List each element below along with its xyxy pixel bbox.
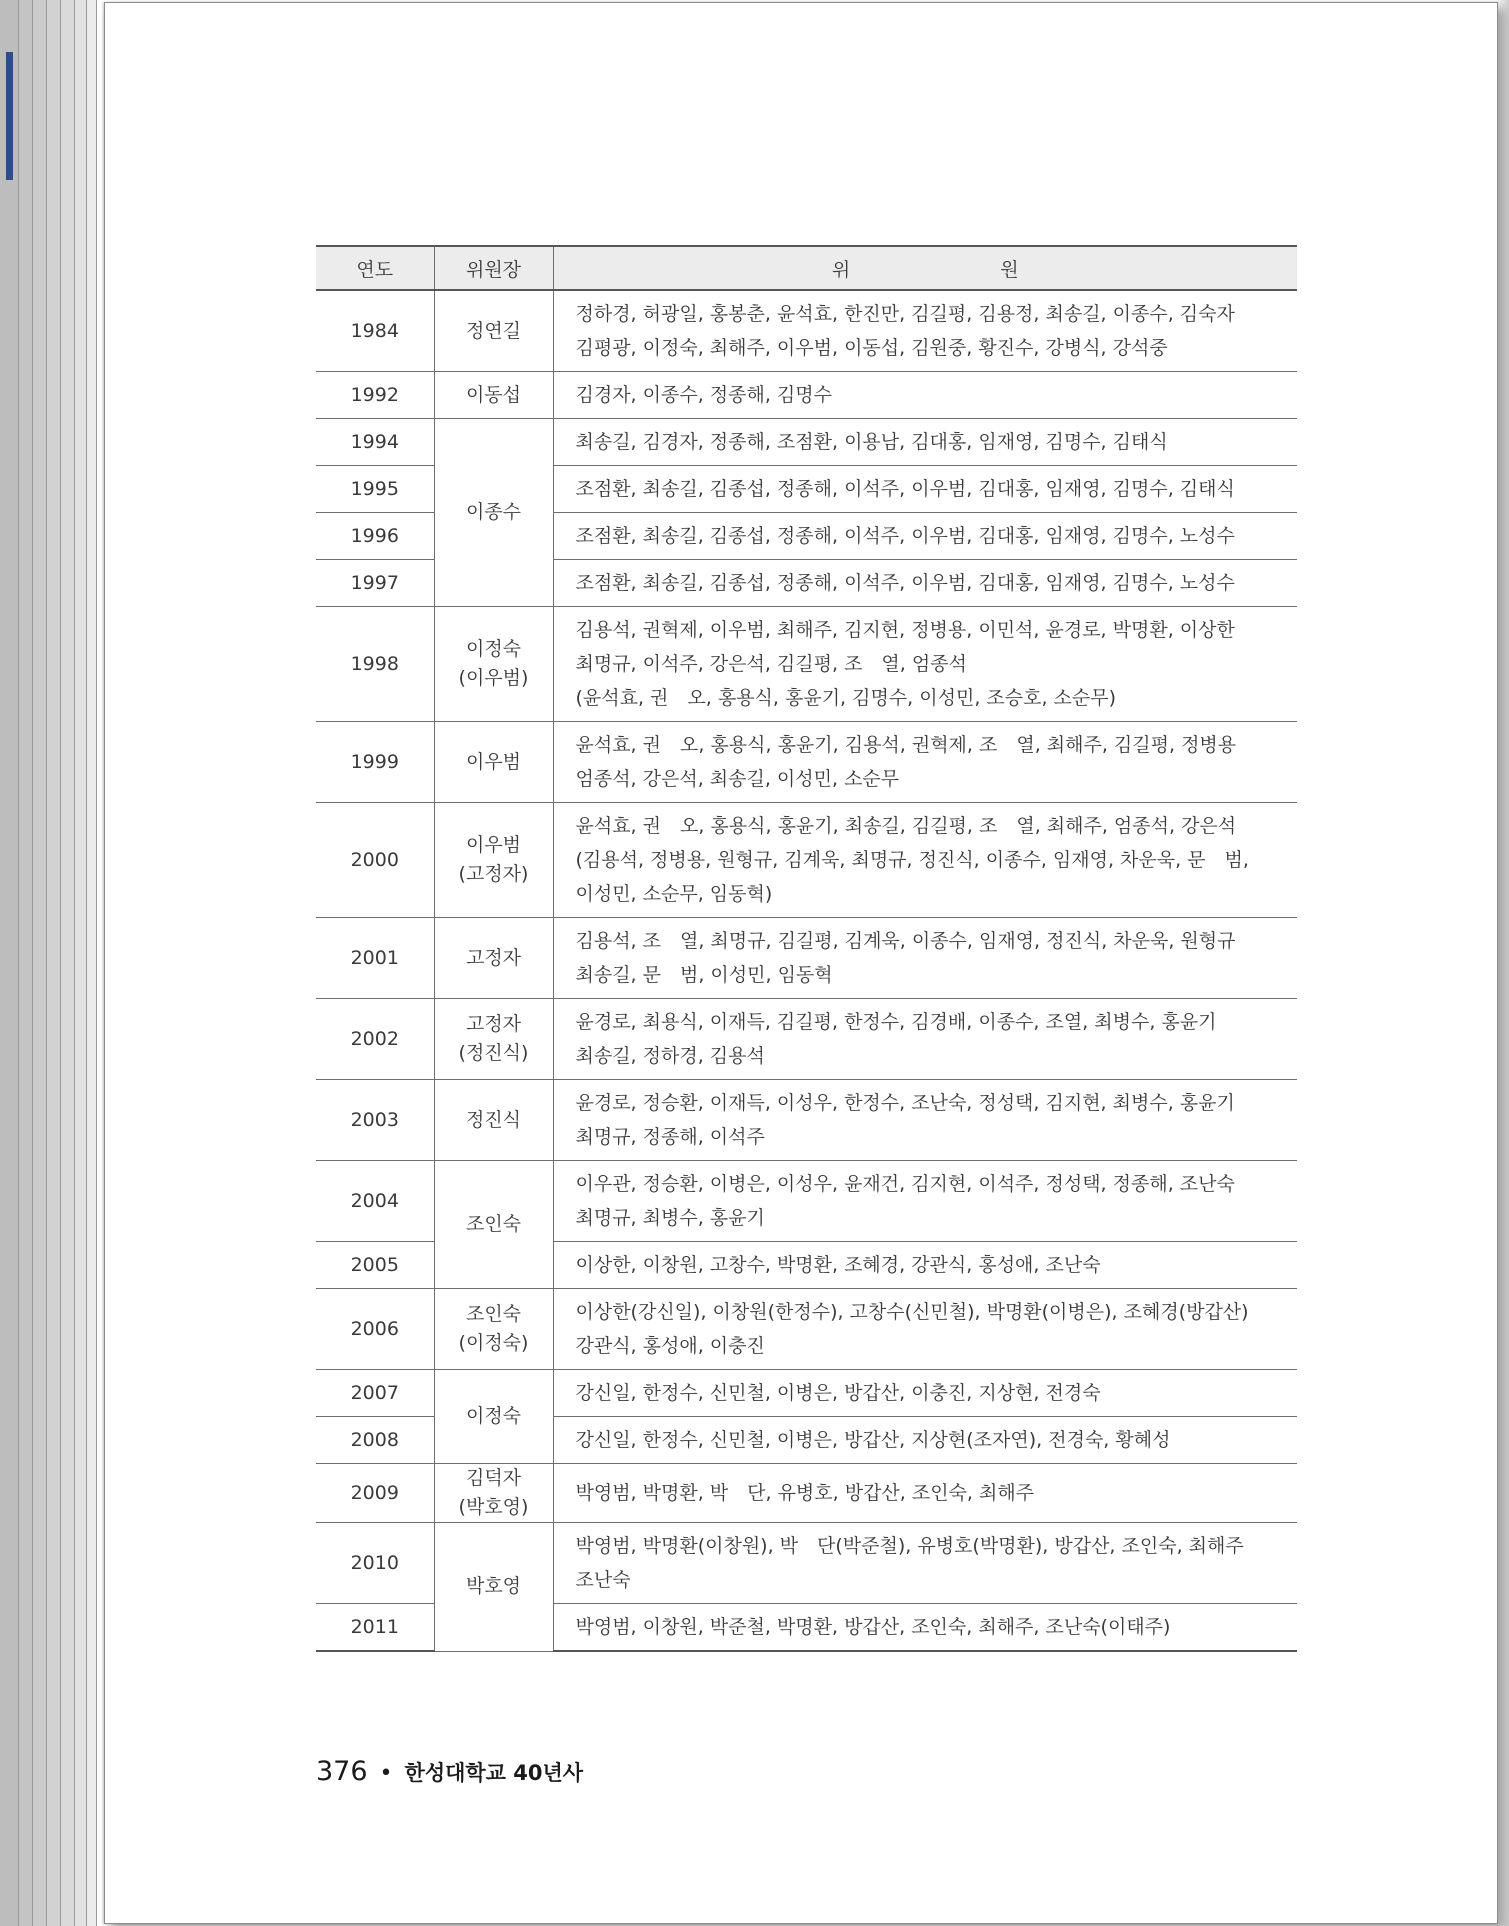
chair-cell <box>434 722 553 803</box>
members-line: 박영범, 박명환(이창원), 박 단(박준철), 유병호(박명환), 방갑산, 조인숙, 최해주 <box>575 1535 1244 1557</box>
members-cell <box>553 372 1297 419</box>
table-row <box>316 1161 1297 1242</box>
members-line: 조난숙 <box>575 1569 631 1591</box>
members-line: 윤석효, 권 오, 홍용식, 홍윤기, 최송길, 김길평, 조 열, 최해주, 엄종석, 강은석 <box>575 815 1237 837</box>
chair-cell <box>434 918 553 999</box>
year-cell: 2003 <box>316 1080 434 1161</box>
members-line: 윤석효, 권 오, 홍용식, 홍윤기, 김용석, 권혁제, 조 열, 최해주, 김길평, 정병용 <box>575 734 1237 756</box>
table-row <box>316 419 1297 466</box>
year-cell: 1998 <box>316 607 434 722</box>
members-cell <box>553 918 1297 999</box>
year-cell: 1992 <box>316 372 434 419</box>
members-line: 최명규, 최병수, 홍윤기 <box>575 1207 765 1229</box>
members-line: 이성민, 소순무, 임동혁) <box>575 883 773 905</box>
chair-name: (이정숙) <box>458 1332 529 1354</box>
chair-cell <box>434 607 553 722</box>
members-line: 최명규, 정종해, 이석주 <box>575 1126 765 1148</box>
chair-name: 이정숙 <box>465 638 522 660</box>
year-cell: 1995 <box>316 466 434 513</box>
year-cell: 2005 <box>316 1242 434 1289</box>
chair-name: (박호영) <box>458 1496 529 1518</box>
members-line: (김용석, 정병용, 원형규, 김계욱, 최명규, 정진식, 이종수, 임재영, 차운욱, 문 범, <box>575 849 1249 871</box>
members-cell <box>553 1161 1297 1242</box>
chair-name: 조인숙 <box>465 1213 522 1235</box>
chair-name: 김덕자 <box>465 1467 522 1489</box>
members-line: 최송길, 김경자, 정종해, 조점환, 이용남, 김대홍, 임재영, 김명수, 김태식 <box>575 431 1168 453</box>
chair-cell <box>434 1080 553 1161</box>
members-cell <box>553 722 1297 803</box>
members-line: 박영범, 이창원, 박준철, 박명환, 방갑산, 조인숙, 최해주, 조난숙(이태주) <box>575 1616 1171 1638</box>
chair-name: 정진식 <box>465 1108 522 1131</box>
table-header-row <box>316 246 1297 290</box>
members-cell <box>553 999 1297 1080</box>
year-cell: 2011 <box>316 1604 434 1652</box>
year-cell: 1996 <box>316 513 434 560</box>
members-line: 윤경로, 정승환, 이재득, 이성우, 한정수, 조난숙, 정성택, 김지현, 최병수, 홍윤기 <box>575 1092 1235 1114</box>
chair-cell <box>434 1289 553 1370</box>
members-line: 김용석, 권혁제, 이우범, 최해주, 김지현, 정병용, 이민석, 윤경로, 박명환, 이상한 <box>575 619 1235 641</box>
table-row <box>316 1289 1297 1370</box>
table-row <box>316 372 1297 419</box>
chair-name: (이우범) <box>458 667 529 689</box>
year-cell: 2010 <box>316 1523 434 1604</box>
page-number: 376 <box>316 1756 368 1787</box>
table-row <box>316 1523 1297 1604</box>
members-line: 최송길, 문 범, 이성민, 임동혁 <box>575 964 833 986</box>
members-cell <box>553 1523 1297 1604</box>
members-cell <box>553 1242 1297 1289</box>
chair-cell <box>434 1161 553 1289</box>
table-row <box>316 803 1297 918</box>
members-line: 강관식, 홍성애, 이충진 <box>575 1335 765 1357</box>
year-cell: 2001 <box>316 918 434 999</box>
edge-accent <box>6 52 13 180</box>
year-cell: 1984 <box>316 290 434 372</box>
chair-name: 이우범 <box>465 750 522 773</box>
members-line: 강신일, 한정수, 신민철, 이병은, 방갑산, 이충진, 지상현, 전경숙 <box>575 1382 1101 1404</box>
chair-cell <box>434 999 553 1080</box>
header-members-char-2: 원 <box>1000 258 1019 281</box>
year-cell: 2008 <box>316 1417 434 1464</box>
table-row <box>316 722 1297 803</box>
chair-name: 고정자 <box>465 946 522 969</box>
chair-name: (정진식) <box>458 1042 529 1064</box>
members-cell <box>553 560 1297 607</box>
year-cell: 1999 <box>316 722 434 803</box>
header-members <box>553 246 1297 290</box>
members-cell <box>553 803 1297 918</box>
year-cell: 2007 <box>316 1370 434 1417</box>
members-cell <box>553 607 1297 722</box>
book-page-stack <box>0 0 106 1926</box>
chair-cell <box>434 372 553 419</box>
members-line: 엄종석, 강은석, 최송길, 이성민, 소순무 <box>575 768 900 790</box>
year-cell: 2006 <box>316 1289 434 1370</box>
members-line: 김용석, 조 열, 최명규, 김길평, 김계욱, 이종수, 임재영, 정진식, 차운욱, 원형규 <box>575 930 1236 952</box>
members-line: 정하경, 허광일, 홍봉춘, 윤석효, 한진만, 김길평, 김용정, 최송길, 이종수, 김숙자 <box>575 303 1235 325</box>
header-chair: 위원장 <box>434 246 553 290</box>
chair-cell <box>434 1464 553 1523</box>
chair-cell <box>434 803 553 918</box>
table-row <box>316 1080 1297 1161</box>
members-line: 조점환, 최송길, 김종섭, 정종해, 이석주, 이우범, 김대홍, 임재영, 김명수, 노성수 <box>575 525 1235 547</box>
members-line: 강신일, 한정수, 신민철, 이병은, 방갑산, 지상현(조자연), 전경숙, 황혜성 <box>575 1429 1171 1451</box>
members-line: 최송길, 정하경, 김용석 <box>575 1045 765 1067</box>
year-cell: 1994 <box>316 419 434 466</box>
members-line: 최명규, 이석주, 강은석, 김길평, 조 열, 엄종석 <box>575 653 967 675</box>
header-members-char-1: 위 <box>831 258 851 281</box>
members-cell <box>553 1289 1297 1370</box>
book-title: 한성대학교 40년사 <box>404 1761 584 1785</box>
chair-name: 이정숙 <box>465 1405 522 1427</box>
chair-cell <box>434 1370 553 1464</box>
table-row <box>316 1464 1297 1523</box>
chair-name: 이우범 <box>465 834 522 856</box>
chair-name: 고정자 <box>465 1013 522 1035</box>
members-cell <box>553 1604 1297 1652</box>
footer-bullet: • <box>379 1761 393 1786</box>
chair-cell <box>434 1523 553 1652</box>
year-cell: 1997 <box>316 560 434 607</box>
members-cell <box>553 1080 1297 1161</box>
page-footer <box>316 1756 583 1787</box>
members-line: 김경자, 이종수, 정종해, 김명수 <box>575 384 832 406</box>
chair-name: 조인숙 <box>465 1303 522 1325</box>
year-cell: 2000 <box>316 803 434 918</box>
members-cell <box>553 290 1297 372</box>
members-cell <box>553 1464 1297 1523</box>
chair-cell <box>434 290 553 372</box>
members-cell <box>553 513 1297 560</box>
members-cell <box>553 419 1297 466</box>
members-line: 이상한(강신일), 이창원(한정수), 고창수(신민철), 박명환(이병은), 조혜경(방갑산) <box>575 1301 1249 1323</box>
year-cell: 2002 <box>316 999 434 1080</box>
members-line: 윤경로, 최용식, 이재득, 김길평, 한정수, 김경배, 이종수, 조열, 최병수, 홍윤기 <box>575 1011 1217 1033</box>
table-row <box>316 290 1297 372</box>
chair-name: 이종수 <box>465 501 522 523</box>
table-row <box>316 918 1297 999</box>
table-row <box>316 1370 1297 1417</box>
members-line: 이상한, 이창원, 고창수, 박명환, 조혜경, 강관식, 홍성애, 조난숙 <box>575 1254 1101 1276</box>
chair-name: 박호영 <box>465 1575 522 1598</box>
year-cell: 2009 <box>316 1464 434 1523</box>
members-line: 박영범, 박명환, 박 단, 유병호, 방갑산, 조인숙, 최해주 <box>575 1482 1035 1504</box>
table-body <box>316 290 1297 1651</box>
year-cell: 2004 <box>316 1161 434 1242</box>
members-cell <box>553 466 1297 513</box>
members-cell <box>553 1417 1297 1464</box>
header-year: 연도 <box>316 246 434 290</box>
table-row <box>316 607 1297 722</box>
members-line: 조점환, 최송길, 김종섭, 정종해, 이석주, 이우범, 김대홍, 임재영, 김명수, 노성수 <box>575 572 1235 594</box>
members-line: 조점환, 최송길, 김종섭, 정종해, 이석주, 이우범, 김대홍, 임재영, 김명수, 김태식 <box>575 478 1235 500</box>
members-line: 이우관, 정승환, 이병은, 이성우, 윤재건, 김지현, 이석주, 정성택, 정종해, 조난숙 <box>575 1173 1235 1195</box>
chair-cell <box>434 419 553 607</box>
members-cell <box>553 1370 1297 1417</box>
members-line: (윤석효, 권 오, 홍용식, 홍윤기, 김명수, 이성민, 조승호, 소순무) <box>575 687 1117 709</box>
table-row <box>316 999 1297 1080</box>
chair-name: 이동섭 <box>465 383 522 406</box>
chair-name: 정연길 <box>465 319 522 342</box>
committee-table <box>316 245 1297 1652</box>
chair-name: (고정자) <box>458 863 529 885</box>
members-line: 김평광, 이정숙, 최해주, 이우범, 이동섭, 김원중, 황진수, 강병식, 강석중 <box>575 337 1168 359</box>
